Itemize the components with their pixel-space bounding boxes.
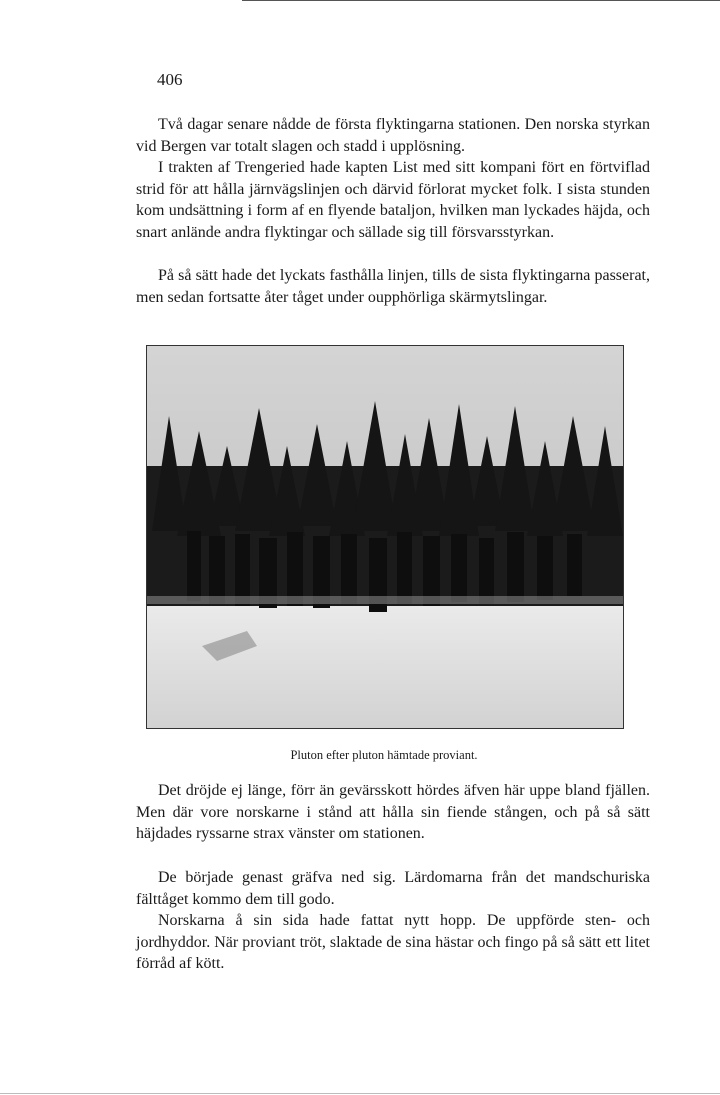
top-rule [242, 0, 720, 1]
paragraph: På så sätt hade det lyckats fasthålla linjen, tills de sista flyktingarna passerat, men sedan fortsatte åter tåget under oupphörliga skärmytslingar. [136, 267, 650, 306]
paragraph: De började genast gräfva ned sig. Lärdomarna från det mandschuriska fälttåget kommo dem till godo. [136, 869, 650, 908]
photo-soldiers-in-snowy-forest [147, 346, 623, 728]
figure-caption: Pluton efter pluton hämtade proviant. [290, 748, 478, 762]
paragraph: I trakten af Trengeried hade kapten List med sitt kompani fört en förtviflad strid för att hålla järnvägslinjen och därvid förlorat mycket folk. I sista stunden kom undsättning i form af en flyende bataljon, hvilken man lyckades häjda, och snart anlände andra flyktingar och sällade sig till försvarsstyrkan. [136, 159, 650, 241]
paragraph: Två dagar senare nådde de första flyktingarna stationen. Den norska styrkan vid Bergen var totalt slagen och stadd i upplösning. [136, 116, 650, 155]
paragraph: Norskarna å sin sida hade fattat nytt hopp. De uppförde sten- och jordhyddor. När proviant tröt, slaktade de sina hästar och fingo på så sätt ett litet förråd af kött. [136, 912, 650, 973]
photograph [146, 345, 624, 729]
page-number: 406 [157, 70, 183, 89]
bottom-rule [0, 1093, 720, 1094]
paragraph: Det dröjde ej länge, förr än gevärsskott hördes äfven här uppe bland fjällen. Men där vore norskarne i stånd att hålla sin fiende stången, och på så sätt häjdades ryssarne strax vänster om stationen. [136, 782, 650, 843]
